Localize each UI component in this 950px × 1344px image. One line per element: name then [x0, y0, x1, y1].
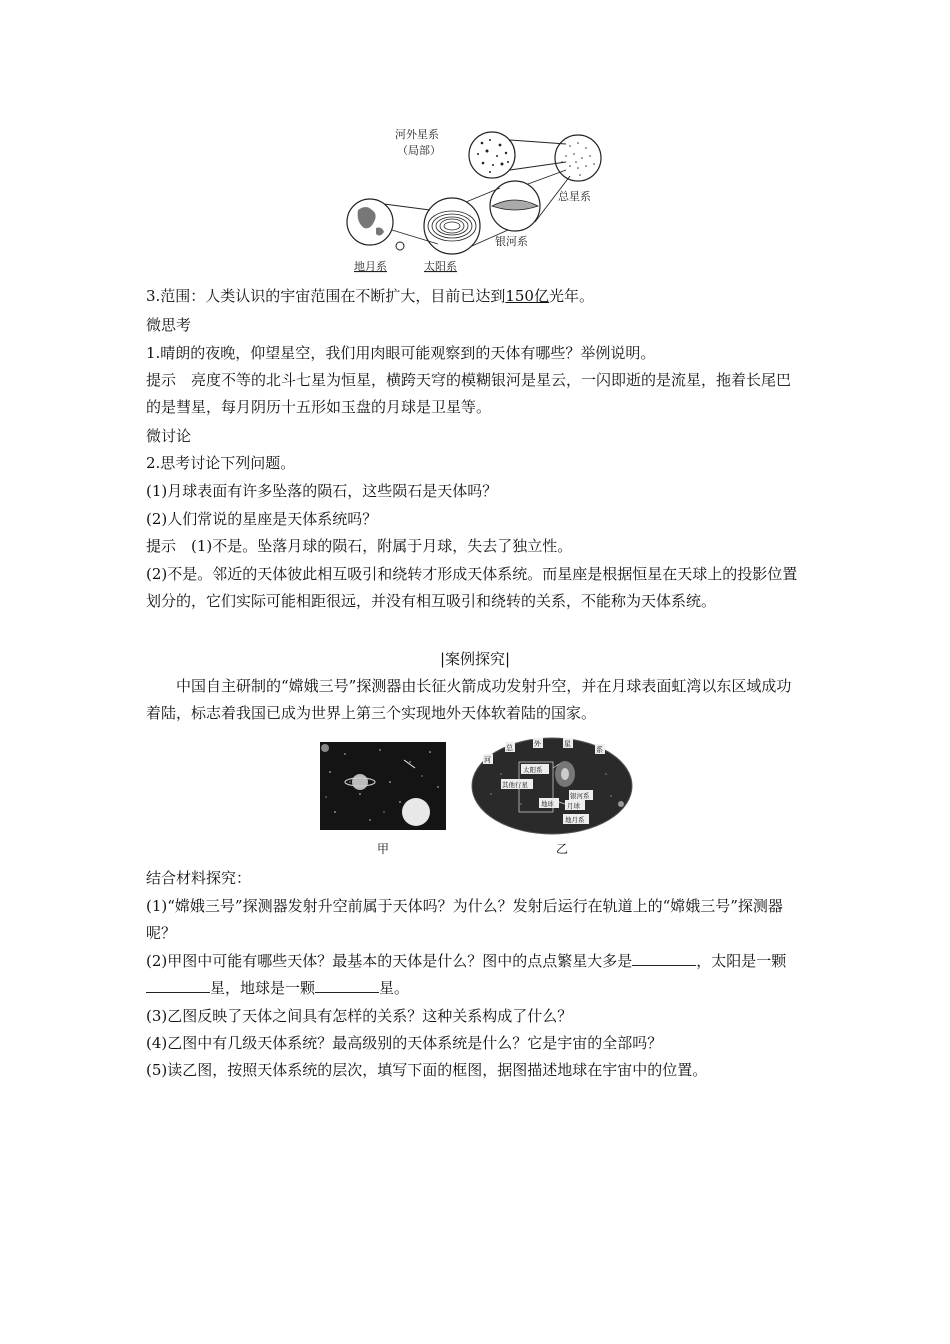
explore-question-1: (1)“嫦娥三号”探测器发射升空前属于天体吗？为什么？发射后运行在轨道上的“嫦娥三号”探测器呢？: [146, 897, 783, 942]
explore-question-4: (4)乙图中有几级天体系统？最高级别的天体系统是什么？它是宇宙的全部吗？: [146, 1034, 663, 1052]
yi-label-other: 其他行星: [502, 781, 528, 789]
label-extragalactic-note: （局部）: [397, 144, 441, 157]
yi-top-char-4: 系: [596, 746, 603, 754]
yi-label-moon: 月球: [567, 802, 580, 810]
explore-question-5: (5)读乙图，按照天体系统的层次，填写下面的框图，据图描述地球在宇宙中的位置。: [146, 1061, 708, 1079]
label-earth-moon: 地月系: [354, 260, 387, 273]
yi-top-char-3: 星: [564, 740, 571, 748]
case-intro: 中国自主研制的“嫦娥三号”探测器由长征火箭成功发射升空，并在月球表面虹湾以东区域成功着陆，标志着我国已成为世界上第三个实现地外天体软着陆的国家。: [146, 677, 792, 722]
caption-yi: 乙: [556, 842, 569, 856]
yi-label-earth: 地球: [541, 800, 554, 808]
discuss-hint-1: 提示 (1)不是。坠落月球的陨石，附属于月球，失去了独立性。: [146, 537, 573, 555]
yi-label-earthmoon: 地月系: [565, 816, 585, 824]
yi-top-char-1: 总: [506, 744, 513, 752]
galaxy-systems-image: [471, 734, 633, 838]
think-question-1: 1.晴朗的夜晚，仰望星空，我们用肉眼可能观察到的天体有哪些？举例说明。: [146, 344, 656, 362]
yi-top-char-0: 河: [484, 756, 491, 764]
night-sky-image: [320, 742, 446, 830]
discuss-hint-2: (2)不是。邻近的天体彼此相互吸引和绕转才形成天体系统。而星座是根据恒星在天球上的投影位置划分的，它们实际可能相距很远，并没有相互吸引和绕转的关系，不能称为天体系统。: [146, 565, 798, 610]
think-hint: 提示 亮度不等的北斗七星为恒星，横跨天穹的模糊银河是星云，一闪即逝的是流星，拖着长尾巴的是彗星，每月阴历十五形如玉盘的月球是卫星等。: [146, 371, 792, 416]
celestial-systems-diagram: [340, 118, 620, 278]
label-extragalactic: 河外星系: [395, 128, 439, 141]
blank-field[interactable]: [146, 977, 210, 993]
caption-jia: 甲: [377, 842, 390, 856]
discuss-sub-2: (2)人们常说的星座是天体系统吗？: [146, 510, 378, 528]
blank-field[interactable]: [315, 977, 379, 993]
think-heading: 微思考: [146, 316, 192, 334]
discuss-heading: 微讨论: [146, 427, 192, 445]
discuss-question-2: 2.思考讨论下列问题。: [146, 454, 296, 472]
case-heading: |案例探究|: [439, 650, 511, 668]
explore-lead: 结合材料探究：: [146, 869, 252, 887]
blank-field[interactable]: [632, 950, 696, 966]
label-total-galaxy: 总星系: [558, 190, 591, 203]
yi-top-char-2: 外: [534, 740, 541, 748]
label-milky-way: 银河系: [495, 235, 528, 248]
explore-question-3: (3)乙图反映了天体之间具有怎样的关系？这种关系构成了什么？: [146, 1007, 573, 1025]
yi-label-solar: 太阳系: [523, 766, 543, 774]
discuss-sub-1: (1)月球表面有许多坠落的陨石，这些陨石是天体吗？: [146, 482, 498, 500]
yi-label-milky: 银河系: [570, 792, 590, 800]
label-solar: 太阳系: [424, 260, 457, 273]
explore-question-2: (2)甲图中可能有哪些天体？最基本的天体是什么？图中的点点繁星大多是 ，太阳是一颗星，地球是一颗 星。: [146, 952, 787, 997]
scope-line: 3.范围：人类认识的宇宙范围在不断扩大，目前已达到150亿光年。: [146, 287, 594, 305]
